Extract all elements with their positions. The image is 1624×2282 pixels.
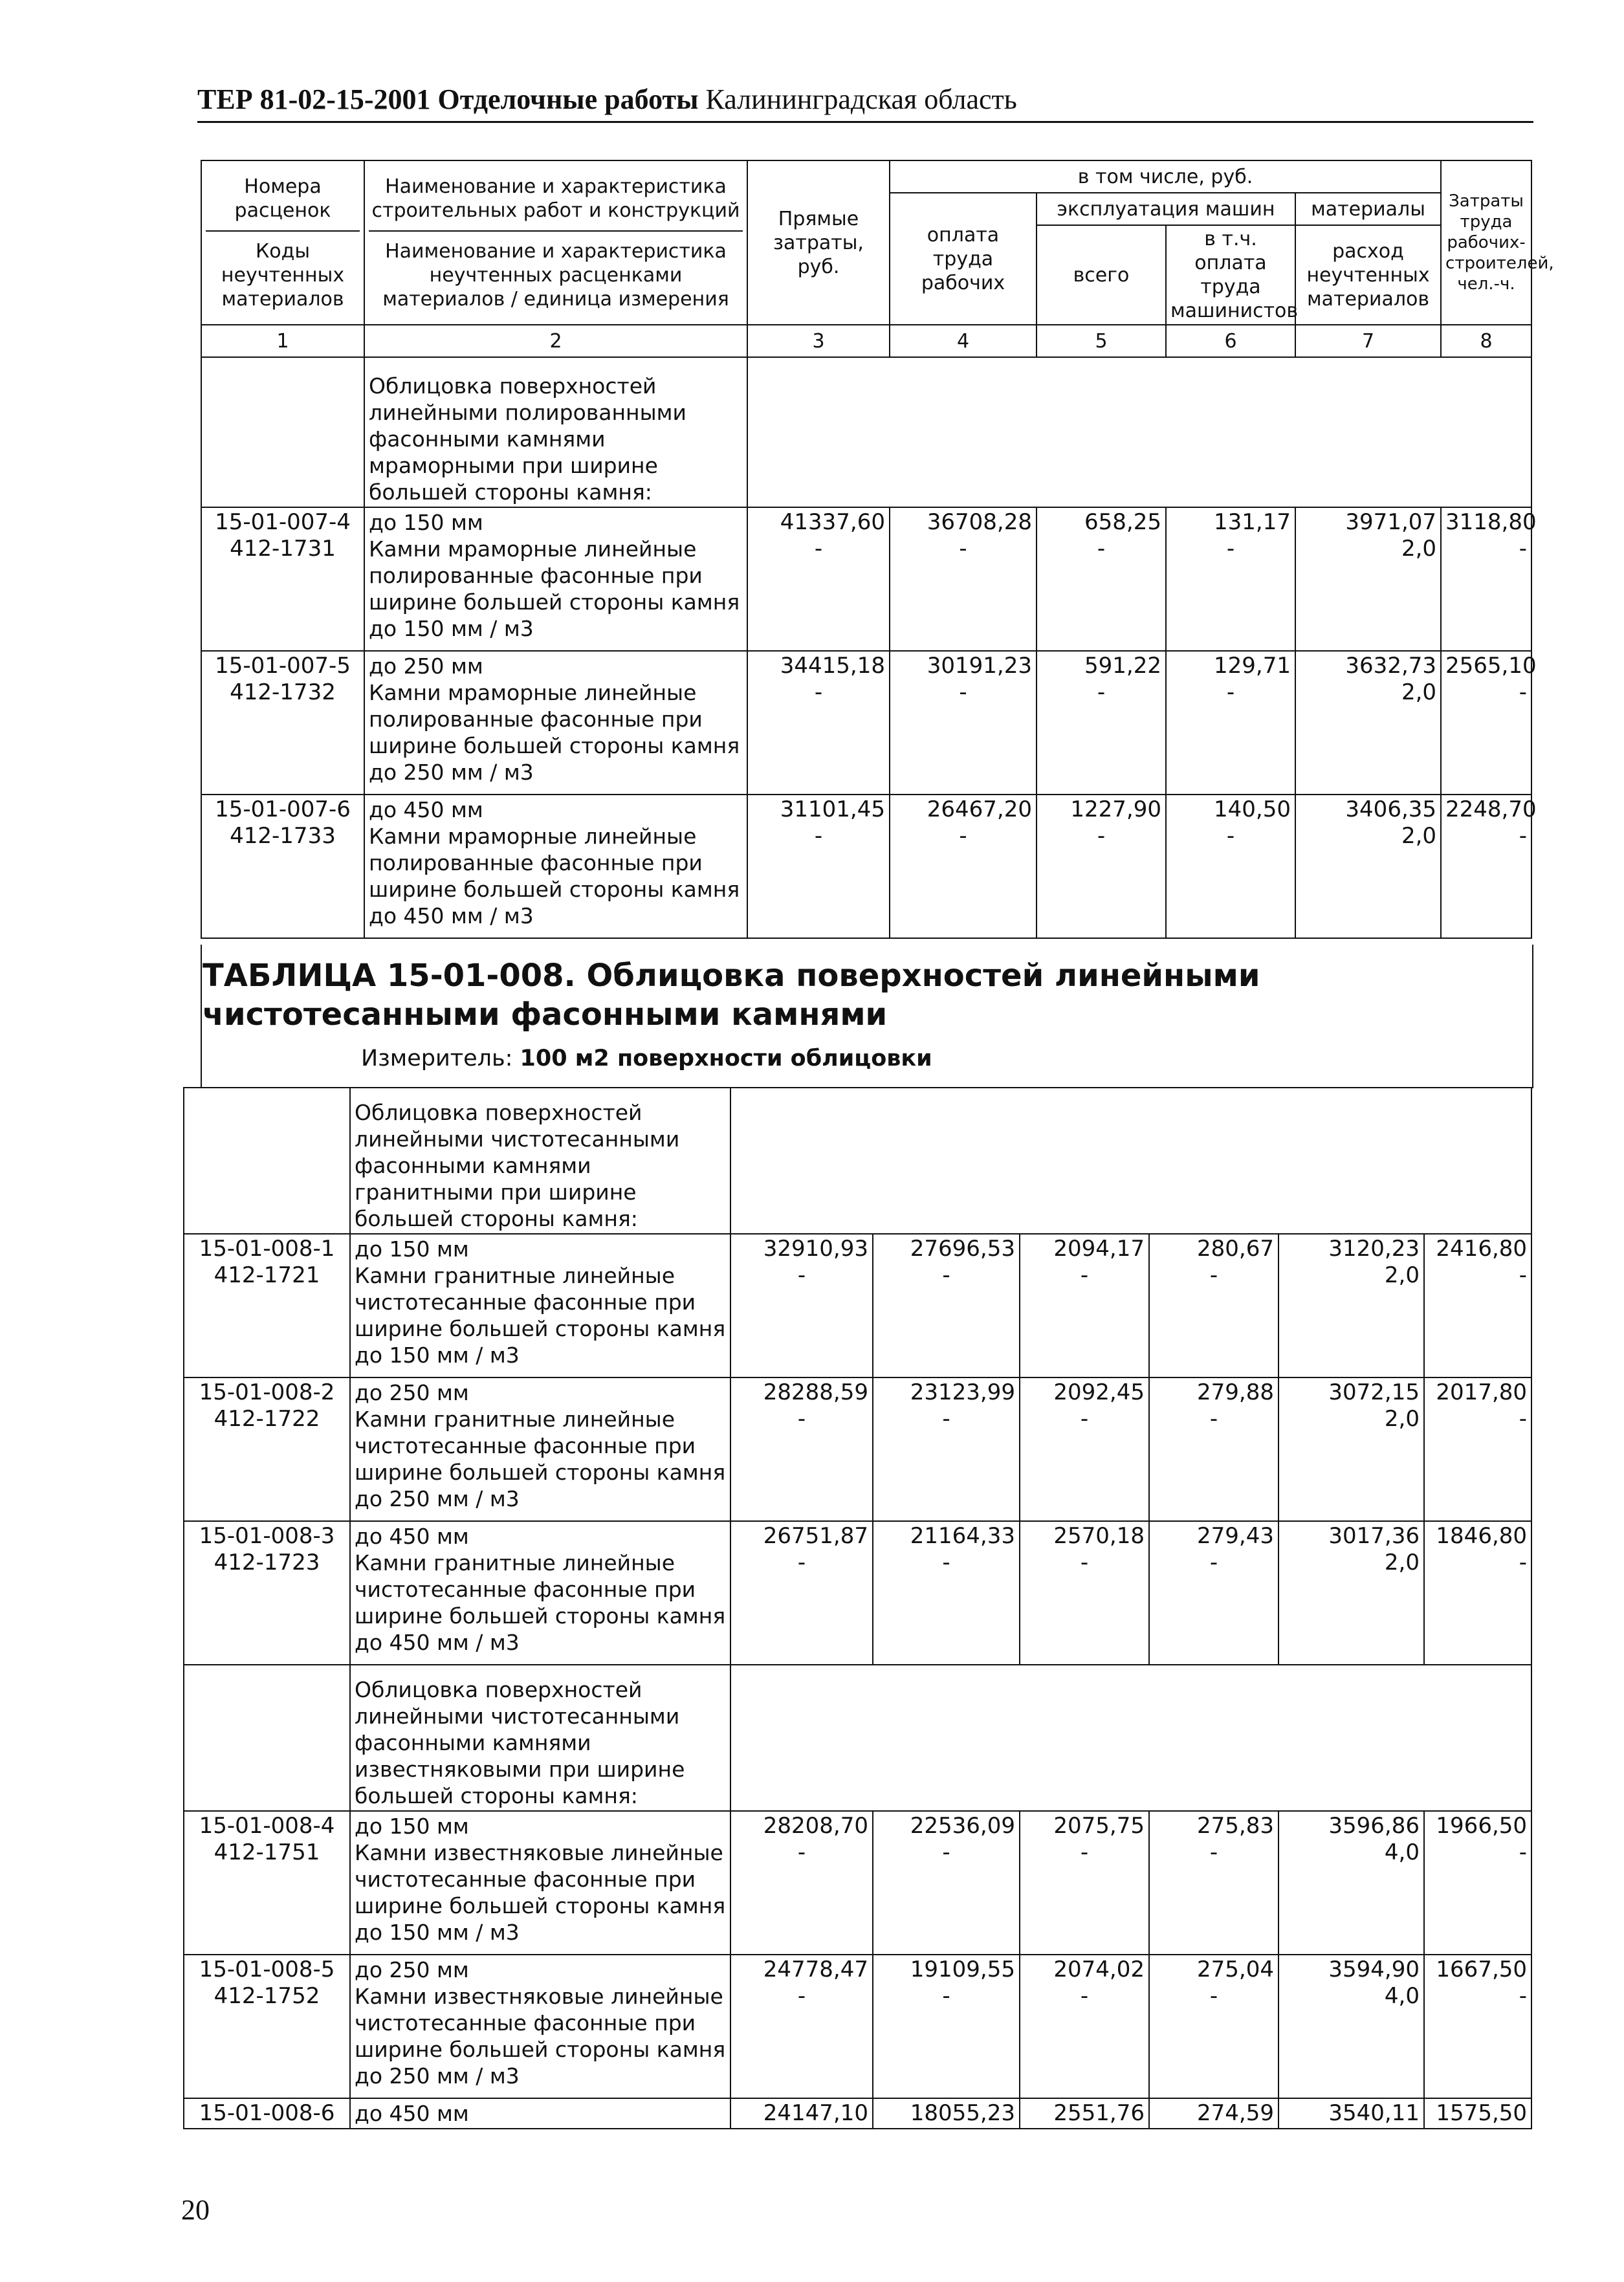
rate-name: до 250 мм — [369, 653, 483, 679]
labor-hours: 1846,80 — [1436, 1523, 1528, 1549]
labor-cost: 36708,28 — [927, 509, 1032, 535]
rate-name: до 450 мм — [350, 2098, 730, 2129]
rate-name: до 150 мм — [369, 510, 483, 535]
labor-hours: 1575,50 — [1424, 2098, 1531, 2129]
materials-cost: 3072,15 — [1328, 1379, 1420, 1405]
direct-cost: 34415,18 — [780, 653, 885, 679]
direct-cost: 32910,93 — [763, 1236, 868, 1262]
labor-cost: 23123,99 — [910, 1379, 1015, 1405]
machine-cost: 2092,45 — [1053, 1379, 1145, 1405]
direct-cost: 28208,70 — [763, 1813, 868, 1839]
direct-cost: 41337,60 — [780, 509, 885, 535]
material-code: 412-1752 — [214, 1983, 320, 2009]
materials-cost: 3594,90 — [1328, 1957, 1420, 1982]
material-code: 412-1722 — [214, 1406, 320, 1432]
machinist-labor-cost: 279,43 — [1197, 1523, 1274, 1549]
rate-code: 15-01-008-1 — [199, 1236, 335, 1262]
material-name: Камни известняковые линейные чистотесанные фасонные при ширине большей стороны камня до 150 мм / м3 — [355, 1840, 726, 1945]
rate-name: до 150 мм — [355, 1236, 469, 1262]
table-row: 15-01-008-3 412-1723 до 450 мм Камни гранитные линейные чистотесанные фасонные при ширине большей стороны камня до 450 мм / м3 26751,87 - 21164,33 - 2570,18 - 279,43 - 3017,36 2,0 1846,80 - — [184, 1521, 1531, 1665]
material-qty: 2,0 — [1384, 1262, 1420, 1288]
labor-hours: 2017,80 — [1436, 1379, 1528, 1405]
machine-cost: 658,25 — [1084, 509, 1161, 535]
rate-name: до 450 мм — [355, 1524, 469, 1549]
table-row: 15-01-008-5 412-1752 до 250 мм Камни известняковые линейные чистотесанные фасонные при ширине большей стороны камня до 250 мм / м3 24778,47 - 19109,55 - 2074,02 - 275,04 - 3594,90 4,0 1667,50 - — [184, 1955, 1531, 2098]
table-title: ТАБЛИЦА 15-01-008. Облицовка поверхностей линейными чистотесанными фасонными камнями — [203, 958, 1260, 1033]
labor-cost: 18055,23 — [873, 2098, 1020, 2129]
materials-cost: 3406,35 — [1345, 796, 1437, 822]
page-number: 20 — [181, 2194, 210, 2226]
rate-code: 15-01-007-6 — [215, 796, 351, 822]
material-qty: 4,0 — [1384, 1839, 1420, 1865]
labor-hours: 1667,50 — [1436, 1957, 1528, 1982]
col-name-header: Наименование и характеристика строительных работ и конструкций Наименование и характеристика неучтенных расценками материалов / единица измерения — [364, 160, 747, 325]
group-label: Облицовка поверхностей линейными чистотесанными фасонными камнями гранитными при ширине большей стороны камня: — [350, 1088, 730, 1234]
machinist-labor-cost: 279,88 — [1197, 1379, 1274, 1405]
table-row: 15-01-007-5 412-1732 до 250 мм Камни мраморные линейные полированные фасонные при ширине большей стороны камня до 250 мм / м3 34415,18 - 30191,23 - 591,22 - 129,71 - 3632,73 2,0 2565,10 - — [201, 651, 1531, 795]
materials-cost: 3971,07 — [1345, 509, 1437, 535]
machinist-labor-cost: 140,50 — [1214, 796, 1291, 822]
machine-cost: 2551,76 — [1020, 2098, 1149, 2129]
material-qty: 2,0 — [1401, 823, 1437, 849]
col-including-header: в том числе, руб. — [890, 160, 1441, 193]
labor-cost: 21164,33 — [910, 1523, 1015, 1549]
table-row: 15-01-008-4 412-1751 до 150 мм Камни известняковые линейные чистотесанные фасонные при ширине большей стороны камня до 150 мм / м3 28208,70 - 22536,09 - 2075,75 - 275,83 - 3596,86 4,0 1966,50 - — [184, 1811, 1531, 1955]
machine-cost: 2094,17 — [1053, 1236, 1145, 1262]
col-materials-qty-header: расход неучтенных материалов — [1295, 225, 1441, 325]
direct-cost: 26751,87 — [763, 1523, 868, 1549]
rate-code: 15-01-008-3 — [199, 1523, 335, 1549]
machine-cost: 2075,75 — [1053, 1813, 1145, 1839]
machinist-labor-cost: 274,59 — [1149, 2098, 1278, 2129]
col-direct-header: Прямые затраты, руб. — [747, 160, 890, 325]
document-title: Отделочные работы — [437, 83, 699, 115]
meter-value: 100 м2 поверхности облицовки — [520, 1046, 932, 1071]
rates-table-1 — [201, 160, 1554, 939]
col-machinist-labor-header: в т.ч. оплата труда машинистов — [1166, 225, 1295, 325]
rate-code: 15-01-008-4 — [199, 1813, 335, 1839]
labor-cost: 30191,23 — [927, 653, 1032, 679]
materials-cost: 3596,86 — [1328, 1813, 1420, 1839]
machine-cost: 591,22 — [1084, 653, 1161, 679]
material-code: 412-1723 — [214, 1550, 320, 1575]
col-materials-header: материалы — [1295, 193, 1441, 225]
page-header — [197, 83, 1533, 123]
material-name: Камни гранитные линейные чистотесанные фасонные при ширине большей стороны камня до 250 мм / м3 — [355, 1407, 726, 1511]
materials-cost: 3017,36 — [1328, 1523, 1420, 1549]
labor-cost: 27696,53 — [910, 1236, 1015, 1262]
material-qty: 2,0 — [1401, 536, 1437, 562]
table-row: 15-01-008-2 412-1722 до 250 мм Камни гранитные линейные чистотесанные фасонные при ширине большей стороны камня до 250 мм / м3 28288,59 - 23123,99 - 2092,45 - 279,88 - 3072,15 2,0 2017,80 - — [184, 1377, 1531, 1521]
material-name: Камни гранитные линейные чистотесанные фасонные при ширине большей стороны камня до 150 мм / м3 — [355, 1263, 726, 1368]
group-row — [184, 1665, 1531, 1811]
document-code: ТЕР 81-02-15-2001 — [197, 83, 431, 115]
materials-cost: 3540,11 — [1278, 2098, 1424, 2129]
labor-hours: 2416,80 — [1436, 1236, 1528, 1262]
rate-code: 15-01-008-2 — [199, 1379, 335, 1405]
labor-hours: 2565,10 — [1445, 653, 1537, 679]
group-row — [201, 357, 1531, 507]
material-qty: 2,0 — [1401, 679, 1437, 705]
rate-code: 15-01-007-4 — [215, 509, 351, 535]
rate-code: 15-01-008-5 — [199, 1957, 335, 1982]
material-name: Камни мраморные линейные полированные фасонные при ширине большей стороны камня до 250 мм / м3 — [369, 680, 740, 785]
labor-hours: 2248,70 — [1445, 796, 1537, 822]
machine-cost: 2074,02 — [1053, 1957, 1145, 1982]
material-qty: 2,0 — [1384, 1550, 1420, 1575]
rates-table-2 — [183, 1087, 1532, 2129]
table-row: 15-01-007-6 412-1733 до 450 мм Камни мраморные линейные полированные фасонные при ширине большей стороны камня до 450 мм / м3 31101,45 - 26467,20 - 1227,90 - 140,50 - 3406,35 2,0 2248,70 - — [201, 795, 1531, 938]
materials-cost: 3120,23 — [1328, 1236, 1420, 1262]
labor-cost: 19109,55 — [910, 1957, 1015, 1982]
labor-hours: 1966,50 — [1436, 1813, 1528, 1839]
group-label: Облицовка поверхностей линейными чистотесанными фасонными камнями известняковыми при ширине большей стороны камня: — [350, 1665, 730, 1811]
group-row — [184, 1088, 1531, 1234]
material-name: Камни известняковые линейные чистотесанные фасонные при ширине большей стороны камня до 250 мм / м3 — [355, 1984, 726, 2089]
col-machines-header: эксплуатация машин — [1037, 193, 1295, 225]
meter-label: Измеритель: — [361, 1046, 513, 1071]
material-qty: 4,0 — [1384, 1983, 1420, 2009]
rate-name: до 450 мм — [369, 797, 483, 822]
rate-name: до 250 мм — [355, 1957, 469, 1982]
labor-cost: 22536,09 — [910, 1813, 1015, 1839]
machinist-labor-cost: 275,83 — [1197, 1813, 1274, 1839]
col-labor-header: оплата труда рабочих — [890, 193, 1037, 325]
table-row: 15-01-007-4 412-1731 до 150 мм Камни мраморные линейные полированные фасонные при ширине большей стороны камня до 150 мм / м3 41337,60 - 36708,28 - 658,25 - 131,17 - 3971,07 2,0 3118,80 - — [201, 507, 1531, 651]
machinist-labor-cost: 275,04 — [1197, 1957, 1274, 1982]
group-label: Облицовка поверхностей линейными полированными фасонными камнями мраморными при ширине большей стороны камня: — [364, 357, 747, 507]
column-numbers-row: 1 2 3 4 5 6 7 8 — [201, 325, 1531, 357]
rate-name: до 150 мм — [355, 1814, 469, 1839]
materials-cost: 3632,73 — [1345, 653, 1437, 679]
material-code: 412-1732 — [230, 679, 336, 705]
material-code: 412-1751 — [214, 1839, 320, 1865]
material-code: 412-1733 — [230, 823, 336, 849]
col-machines-total-header: всего — [1037, 225, 1166, 325]
labor-hours: 3118,80 — [1445, 509, 1537, 535]
material-name: Камни гранитные линейные чистотесанные фасонные при ширине большей стороны камня до 450 мм / м3 — [355, 1550, 726, 1655]
machinist-labor-cost: 280,67 — [1197, 1236, 1274, 1262]
material-code: 412-1731 — [230, 536, 336, 562]
material-name: Камни мраморные линейные полированные фасонные при ширине большей стороны камня до 150 мм / м3 — [369, 536, 740, 641]
machinist-labor-cost: 129,71 — [1214, 653, 1291, 679]
table-row — [184, 2098, 1531, 2129]
machinist-labor-cost: 131,17 — [1214, 509, 1291, 535]
direct-cost: 24778,47 — [763, 1957, 868, 1982]
rate-code: 15-01-007-5 — [215, 653, 351, 679]
material-code: 412-1721 — [214, 1262, 320, 1288]
rate-code: 15-01-008-6 — [184, 2098, 350, 2129]
direct-cost: 28288,59 — [763, 1379, 868, 1405]
rate-name: до 250 мм — [355, 1380, 469, 1405]
table-row: 15-01-008-1 412-1721 до 150 мм Камни гранитные линейные чистотесанные фасонные при ширине большей стороны камня до 150 мм / м3 32910,93 - 27696,53 - 2094,17 - 280,67 - 3120,23 2,0 2416,80 - — [184, 1234, 1531, 1377]
direct-cost: 31101,45 — [780, 796, 885, 822]
machine-cost: 2570,18 — [1053, 1523, 1145, 1549]
title-block-frame — [201, 945, 1533, 1088]
direct-cost: 24147,10 — [730, 2098, 873, 2129]
machine-cost: 1227,90 — [1070, 796, 1161, 822]
material-qty: 2,0 — [1384, 1406, 1420, 1432]
labor-cost: 26467,20 — [927, 796, 1032, 822]
material-name: Камни мраморные линейные полированные фасонные при ширине большей стороны камня до 450 мм / м3 — [369, 824, 740, 928]
col-code-header: Номера расценок Коды неучтенных материалов — [201, 160, 364, 325]
document-region: Калининградская область — [705, 83, 1017, 115]
col-hours-header: Затраты труда рабочих-строителей, чел.-ч. — [1441, 160, 1531, 325]
